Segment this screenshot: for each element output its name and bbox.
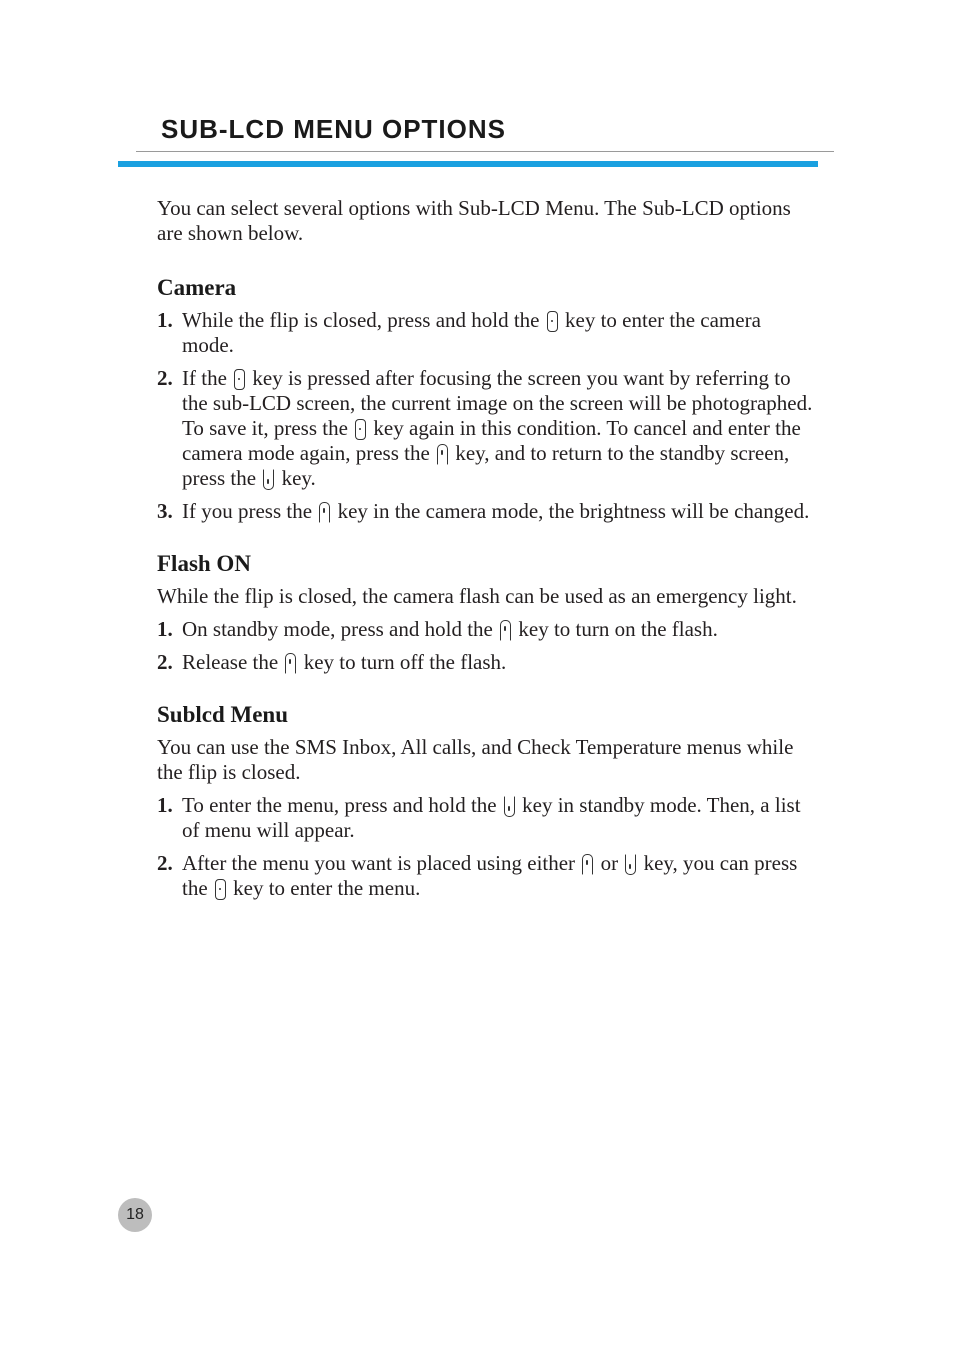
side-up-key-icon bbox=[319, 502, 330, 523]
step-number: 2. bbox=[157, 851, 173, 875]
side-up-key-icon bbox=[582, 854, 593, 875]
sublcd-step-2 bbox=[157, 851, 817, 901]
step-number: 3. bbox=[157, 499, 173, 523]
step-text: key again in this condition. To cancel and enter the camera mode again, press the bbox=[182, 416, 801, 465]
step-text: key to turn off the flash. bbox=[303, 650, 507, 674]
step-text: key. bbox=[281, 466, 316, 490]
step-text: While the flip is closed, press and hold the bbox=[182, 308, 540, 332]
step-number: 1. bbox=[157, 793, 173, 817]
step-text: key to enter the camera mode. bbox=[182, 308, 761, 357]
camera-section bbox=[157, 274, 817, 524]
flash-step-1 bbox=[157, 617, 817, 642]
flash-heading: Flash ON bbox=[157, 551, 251, 576]
sublcd-section bbox=[157, 701, 817, 901]
sublcd-heading: Sublcd Menu bbox=[157, 702, 289, 727]
ok-key-icon bbox=[547, 311, 558, 332]
side-up-key-icon bbox=[437, 444, 448, 465]
step-text: On standby mode, press and hold the bbox=[182, 617, 493, 641]
flash-section bbox=[157, 550, 817, 675]
page-number: 18 bbox=[118, 1198, 152, 1232]
step-text: key in the camera mode, the brightness will be changed. bbox=[337, 499, 810, 523]
step-text: If you press the bbox=[182, 499, 313, 523]
step-number: 1. bbox=[157, 617, 173, 641]
step-text: key is pressed after focusing the screen you want by referring to the sub-LCD screen, the current image on the screen will be photographed. To save it, press the bbox=[182, 366, 813, 440]
camera-step-3 bbox=[157, 499, 817, 524]
ok-key-icon bbox=[355, 419, 366, 440]
step-text: If the bbox=[182, 366, 227, 390]
step-number: 1. bbox=[157, 308, 173, 332]
accent-rule bbox=[118, 161, 818, 167]
sublcd-step-1 bbox=[157, 793, 817, 843]
side-down-key-icon bbox=[504, 796, 515, 817]
camera-step-2 bbox=[157, 366, 817, 491]
step-text: key in standby mode. Then, a list of menu will appear. bbox=[182, 793, 801, 842]
side-up-key-icon bbox=[285, 653, 296, 674]
step-text: key, you can press the bbox=[182, 851, 798, 900]
page-content bbox=[157, 196, 817, 927]
step-number: 2. bbox=[157, 650, 173, 674]
ok-key-icon bbox=[215, 879, 226, 900]
ok-key-icon bbox=[234, 369, 245, 390]
page-title: SUB-LCD MENU OPTIONS bbox=[161, 114, 506, 144]
camera-step-1 bbox=[157, 308, 817, 358]
step-number: 2. bbox=[157, 366, 173, 390]
intro-paragraph: You can select several options with Sub-LCD Menu. The Sub-LCD options are shown below. bbox=[157, 196, 791, 245]
sublcd-description: You can use the SMS Inbox, All calls, and Check Temperature menus while the flip is closed. bbox=[157, 735, 794, 784]
step-text: key, and to return to the standby screen, press the bbox=[182, 441, 790, 490]
flash-description: While the flip is closed, the camera flash can be used as an emergency light. bbox=[157, 584, 797, 608]
step-text: To enter the menu, press and hold the bbox=[182, 793, 497, 817]
side-down-key-icon bbox=[625, 854, 636, 875]
title-underline bbox=[136, 151, 834, 152]
step-text: key to enter the menu. bbox=[233, 876, 421, 900]
side-up-key-icon bbox=[500, 620, 511, 641]
step-text: After the menu you want is placed using either bbox=[182, 851, 576, 875]
step-text: or bbox=[600, 851, 619, 875]
step-text: Release the bbox=[182, 650, 279, 674]
step-text: key to turn on the flash. bbox=[518, 617, 718, 641]
camera-heading: Camera bbox=[157, 275, 237, 300]
side-down-key-icon bbox=[263, 469, 274, 490]
flash-step-2 bbox=[157, 650, 817, 675]
